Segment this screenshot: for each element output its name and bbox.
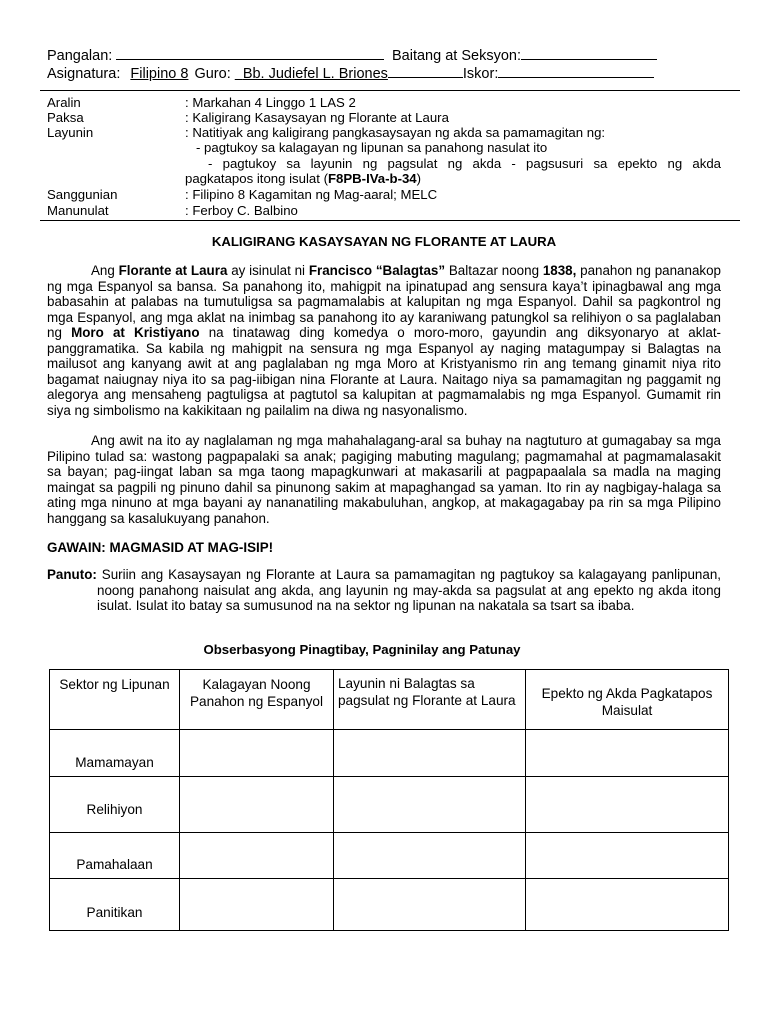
answer-cell[interactable] — [180, 777, 334, 833]
info-value: : Natitiyak ang kaligirang pangkasaysayan ng akda sa pamamagitan ng: — [185, 125, 606, 140]
table-header-row — [50, 670, 729, 730]
score-field[interactable] — [498, 62, 654, 78]
article-title: KALIGIRANG KASAYSAYAN NG FLORANTE AT LAURA — [211, 234, 557, 249]
score-label: Iskor: — [462, 66, 499, 82]
subject-label: Asignatura: — [47, 66, 121, 82]
answer-cell[interactable] — [180, 730, 334, 777]
answer-cell[interactable] — [334, 777, 526, 833]
row-label: Mamamayan — [50, 730, 180, 777]
header-effect: Epekto ng Akda Pagkatapos Maisulat — [526, 670, 729, 730]
info-value: : Filipino 8 Kagamitan ng Mag-aaral; MELC — [185, 187, 438, 202]
row-label: Pamahalaan — [50, 833, 180, 879]
paragraph-1: Ang Florante at Laura ay isinulat ni Francisco “Balagtas” Baltazar noong 1838, panahon ng pananakop ng mga Espanyol sa bansa. Sa panahong ito, mahigpit na ipinatupad ang sensura kaya’t ipinagbawal ang mga babasahin at palabas na tumutuligsa sa pagmamalabis at kalupitan ng mga Espanyol. Dahil sa pagkontrol ng mga Espanyol, ang mga aklat na inimbag sa panahong ito ay karaniwang patungkol sa relihiyon o sa paglalaban ng Moro at Kristiyano na tinatawag ding komedya o moro-moro, gayundin ang diksyonaryo at aklat-panggramatika. Sa kabila ng mahigpit na sensura ng mga Espanyol ay naging matagumpay si Balagtas na mailusot ang kanyang awit at ang paglalaban ng mga Moro at Kristyanismo rin ang temang ginamit niya rito bagamat naiugnay niya ito sa pag-iibigan nina Florante at Laura. Naitago niya sa pamamagitan ng paggamit ng alegorya ang mensaheng pagtuligsa at pagtutol sa kalupitan at pagmamalabis ng mga Espanyol. Gumamit rin siya ng simbolismo na kakikitaan ng pailalim na diwa ng nasyonalismo. — [47, 263, 721, 418]
paragraph-2: Ang awit na ito ay naglalaman ng mga mahahalagang-aral sa buhay na nagtuturo at gumagabay sa mga Pilipino tulad sa: wastong pagpapalaki sa anak; pagiging mabuting magulang; pagmamahal at pagmamalasakit sa bayan; pag-iingat laban sa mga taong mapagkunwari at makasarili at pagpapaalala sa madla na maging maingat sa pagpili ng pinuno dahil sa pinunong sakim at mapaghangad sa yaman. Ito rin ay nagbigay-halaga sa ating mga ninuno at mga bayani ay nananatiling makabuluhan, angkop, at makagagabay pa rin sa mga Pilipino hanggang sa kasalukuyang panahon. — [47, 433, 721, 526]
directions — [47, 567, 721, 614]
info-value: : Markahan 4 Linggo 1 LAS 2 — [185, 95, 356, 110]
table-row — [50, 879, 729, 931]
observation-table — [49, 669, 729, 931]
objective-2: - pagtukoy sa layunin ng pagsulat ng akda - pagsusuri sa epekto ng akda — [208, 156, 721, 171]
answer-cell[interactable] — [334, 730, 526, 777]
info-key: Layunin — [47, 125, 94, 140]
answer-cell[interactable] — [526, 833, 729, 879]
info-value: : Ferboy C. Balbino — [185, 203, 298, 218]
activity-title: GAWAIN: MAGMASID AT MAG-ISIP! — [47, 540, 274, 555]
table-row — [50, 833, 729, 879]
header-purpose: Layunin ni Balagtas sa pagsulat ng Florante at Laura — [334, 670, 526, 730]
directions-label: Panuto: — [47, 567, 97, 582]
subject-value: Filipino 8 — [130, 66, 189, 82]
answer-cell[interactable] — [334, 879, 526, 931]
competency-code: F8PB-IVa-b-34 — [327, 171, 417, 186]
info-key: Aralin — [47, 95, 81, 110]
answer-cell[interactable] — [526, 879, 729, 931]
teacher-value: Bb. Judiefel L. Briones — [242, 66, 388, 82]
header-condition: Kalagayan Noong Panahon ng Espanyol — [180, 670, 334, 730]
bottom-rule — [40, 220, 740, 221]
subject-row — [47, 62, 654, 83]
row-label: Panitikan — [50, 879, 180, 931]
objective-1: - pagtukoy sa kalagayan ng lipunan sa panahong nasulat ito — [196, 140, 548, 155]
grade-label: Baitang at Seksyon: — [392, 48, 521, 64]
answer-cell[interactable] — [526, 730, 729, 777]
name-label: Pangalan: — [47, 48, 113, 64]
table-title: Obserbasyong Pinagtibay, Pagninilay ang Patunay — [203, 642, 521, 657]
answer-cell[interactable] — [334, 833, 526, 879]
top-rule — [40, 90, 740, 91]
answer-cell[interactable] — [180, 833, 334, 879]
table-row — [50, 777, 729, 833]
directions-text: Suriin ang Kasaysayan ng Florante at Laura sa pamamagitan ng pagtukoy sa kalagayang panlipunan, noong panahong naisulat ang akda, ang layunin ng may-akda sa pagsulat at ang epekto ng akda itong isulat. Isulat ito batay sa sumusunod na na sektor ng lipunan na nakatala sa tsart sa ibaba. — [96, 567, 721, 613]
name-field[interactable] — [116, 44, 384, 60]
teacher-label: Guro: — [194, 66, 231, 82]
info-value: : Kaligirang Kasaysayan ng Florante at Laura — [185, 110, 449, 125]
answer-cell[interactable] — [180, 879, 334, 931]
answer-cell[interactable] — [526, 777, 729, 833]
row-label: Relihiyon — [50, 777, 180, 833]
header-sector: Sektor ng Lipunan — [50, 670, 180, 730]
info-key: Sanggunian — [47, 187, 118, 202]
info-key: Paksa — [47, 110, 84, 125]
table-row — [50, 730, 729, 777]
objective-3: pagkatapos itong isulat (F8PB-IVa-b-34) — [185, 171, 422, 186]
info-key: Manunulat — [47, 203, 109, 218]
grade-field[interactable] — [521, 44, 657, 60]
